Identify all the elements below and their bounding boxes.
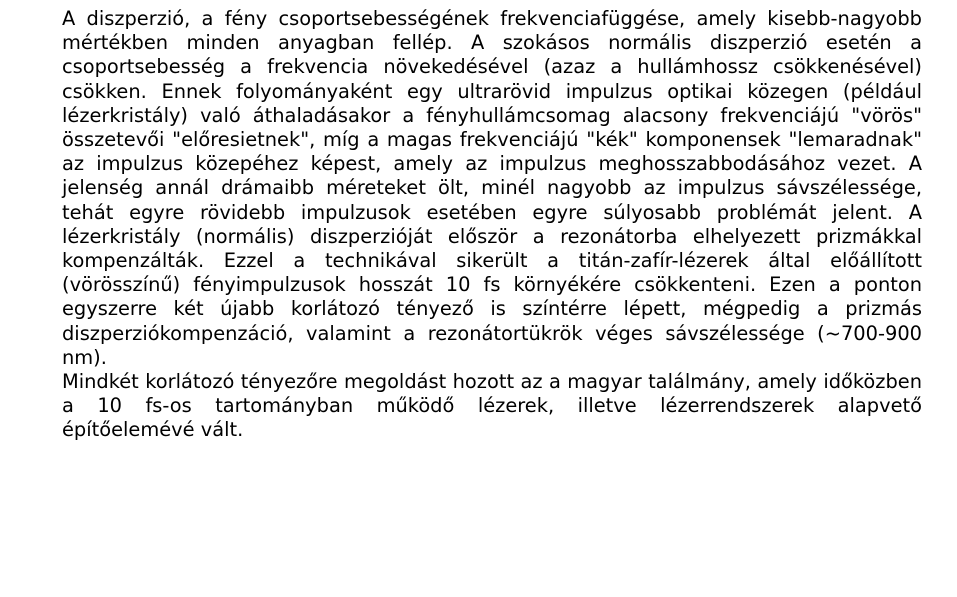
paragraph-invention: Mindkét korlátozó tényezőre megoldást hozott az a magyar találmány, amely időközben a 10 fs-os tartományban működő lézerek, illetve lézerrendszerek alapvető építőelemévé vált.	[62, 370, 922, 442]
paragraph-dispersion: A diszperzió, a fény csoportsebességének frekvenciafüggése, amely kisebb-nagyobb mértékben minden anyagban fellép. A szokásos normális diszperzió esetén a csoportsebesség a frekvencia növekedésével (azaz a hullámhossz csökkenésével) csökken. Ennek folyományaként egy ultrarövid impulzus optikai közegen (például lézerkristály) való áthaladásakor a fényhullámcsomag alacsony frekvenciájú "vörös" összetevői "előresietnek", míg a magas frekvenciájú "kék" komponensek "lemaradnak" az impulzus közepéhez képest, amely az impulzus meghosszabbodásához vezet. A jelenség annál drámaibb méreteket ölt, minél nagyobb az impulzus sávszélessége, tehát egyre rövidebb impulzusok esetében egyre súlyosabb problémát jelent. A lézerkristály (normális) diszperzióját először a rezonátorba elhelyezett prizmákkal kompenzálták. Ezzel a technikával sikerült a titán-zafír-lézerek által előállított (vörösszínű) fényimpulzusok hosszát 10 fs környékére csökkenteni. Ezen a ponton egyszerre két újabb korlátozó tényező is színtérre lépett, mégpedig a prizmás diszperziókompenzáció, valamint a rezonátortükrök véges sávszélessége (~700-900 nm).	[62, 7, 922, 369]
text-block	[62, 7, 922, 443]
